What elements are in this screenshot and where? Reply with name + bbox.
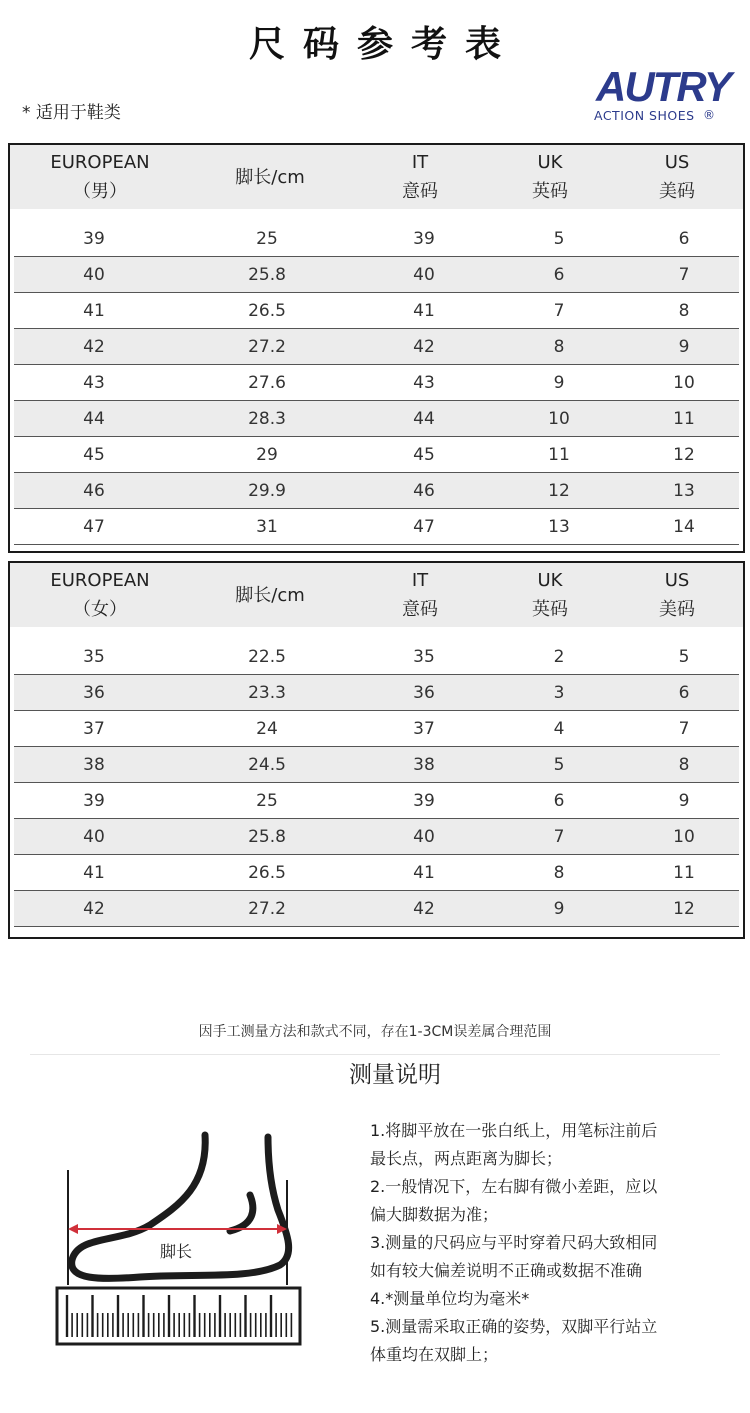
table-cell: 38: [413, 755, 435, 775]
ankle-curve: [230, 1195, 253, 1231]
instruction-line: 体重均在双脚上；: [370, 1345, 499, 1364]
table-cell: 2: [553, 647, 565, 667]
table-cell: 9: [678, 337, 690, 357]
column-header-sublabel: （男）: [73, 181, 127, 202]
table-cell: 8: [678, 301, 690, 321]
column-header-sublabel: （女）: [73, 599, 127, 620]
column-header-sublabel: 英码: [532, 181, 568, 202]
instruction-line: 3.测量的尺码应与平时穿着尺码大致相同: [370, 1233, 658, 1252]
divider: [30, 1054, 720, 1055]
table-cell: 39: [413, 229, 435, 249]
table-cell: 25: [256, 229, 278, 249]
table-cell: 7: [678, 719, 690, 739]
table-cell: 5: [678, 647, 690, 667]
table-cell: 39: [83, 229, 105, 249]
table-cell: 11: [548, 445, 570, 465]
table-cell: 43: [83, 373, 105, 393]
table-cell: 44: [413, 409, 435, 429]
foot-measure-diagram: [40, 1125, 310, 1355]
column-header-label: IT: [411, 570, 429, 591]
arrow-head-left: [68, 1224, 78, 1234]
table-cell: 22.5: [248, 647, 286, 667]
table-row: [14, 473, 739, 509]
table-row: [14, 711, 739, 747]
table-cell: 39: [413, 791, 435, 811]
table-row: [14, 855, 739, 891]
table-cell: 26.5: [248, 301, 286, 321]
table-cell: 8: [553, 863, 565, 883]
column-header-label: EUROPEAN: [50, 570, 150, 591]
table-cell: 13: [673, 481, 695, 501]
column-header-sublabel: 意码: [402, 181, 438, 202]
table-cell: 10: [673, 827, 695, 847]
table-cell: 11: [673, 409, 695, 429]
table-cell: 27.6: [248, 373, 286, 393]
page-title: 尺码参考表: [248, 24, 519, 65]
column-header-sublabel: 美码: [659, 181, 695, 202]
brand-tagline: ACTION SHOES: [594, 108, 695, 123]
table-cell: 40: [413, 827, 435, 847]
column-header-sublabel: 意码: [402, 599, 438, 620]
table-cell: 10: [673, 373, 695, 393]
table-cell: 36: [413, 683, 435, 703]
table-row: [14, 293, 739, 329]
column-header-sublabel: 英码: [532, 599, 568, 620]
table-cell: 42: [413, 337, 435, 357]
table-cell: 28.3: [248, 409, 286, 429]
table-cell: 11: [673, 863, 695, 883]
table-cell: 40: [413, 265, 435, 285]
instruction-line: 2.一般情况下，左右脚有微小差距，应以: [370, 1177, 658, 1196]
table-header: [10, 563, 743, 627]
measurement-disclaimer: 因手工测量方法和款式不同，存在1-3CM误差属合理范围: [198, 1024, 552, 1040]
table-cell: 47: [413, 517, 435, 537]
table-cell: 36: [83, 683, 105, 703]
column-header-label: UK: [537, 570, 563, 591]
table-row: [14, 819, 739, 855]
column-header-label: 脚长/cm: [235, 166, 305, 188]
table-row: [14, 401, 739, 437]
instruction-line: 5.测量需采取正确的姿势，双脚平行站立: [370, 1317, 658, 1336]
table-cell: 41: [83, 301, 105, 321]
table-cell: 39: [83, 791, 105, 811]
table-row: [14, 891, 739, 927]
table-cell: 4: [553, 719, 565, 739]
column-header: [642, 563, 712, 627]
table-cell: 23.3: [248, 683, 286, 703]
table-cell: 7: [678, 265, 690, 285]
table-cell: 6: [678, 683, 690, 703]
column-header-label: IT: [411, 152, 429, 173]
table-cell: 43: [413, 373, 435, 393]
table-cell: 41: [413, 301, 435, 321]
table-cell: 12: [673, 445, 695, 465]
table-cell: 26.5: [248, 863, 286, 883]
men-size-table: [8, 143, 745, 553]
table-cell: 7: [553, 827, 565, 847]
table-cell: 12: [548, 481, 570, 501]
table-cell: 6: [553, 265, 565, 285]
table-cell: 13: [548, 517, 570, 537]
table-cell: 10: [548, 409, 570, 429]
table-cell: 6: [678, 229, 690, 249]
instruction-line: 4.*测量单位均为毫米*: [370, 1289, 530, 1308]
table-cell: 3: [553, 683, 565, 703]
table-cell: 9: [678, 791, 690, 811]
table-row: [14, 639, 739, 675]
table-cell: 29: [256, 445, 278, 465]
column-header: [385, 563, 455, 627]
table-cell: 5: [553, 755, 565, 775]
table-cell: 6: [553, 791, 565, 811]
column-header: [215, 145, 325, 209]
women-size-table: [8, 561, 745, 939]
table-row: [14, 365, 739, 401]
brand-name: AUTRY: [596, 63, 730, 110]
column-header: [30, 145, 170, 209]
table-cell: 25: [256, 791, 278, 811]
instruction-line: 最长点，两点距离为脚长；: [370, 1149, 563, 1168]
table-row: [14, 783, 739, 819]
table-cell: 9: [553, 899, 565, 919]
table-cell: 42: [83, 899, 105, 919]
table-row: [14, 747, 739, 783]
table-row: [14, 509, 739, 545]
column-header: [515, 563, 585, 627]
table-cell: 37: [83, 719, 105, 739]
table-cell: 46: [83, 481, 105, 501]
table-cell: 9: [553, 373, 565, 393]
registered-mark: ®: [703, 108, 715, 122]
table-cell: 42: [83, 337, 105, 357]
table-cell: 41: [83, 863, 105, 883]
column-header: [515, 145, 585, 209]
table-cell: 27.2: [248, 337, 286, 357]
applicability-note: * 适用于鞋类: [22, 103, 121, 123]
column-header-sublabel: 美码: [659, 599, 695, 620]
measurement-title: 测量说明: [349, 1062, 441, 1088]
table-cell: 40: [83, 265, 105, 285]
table-cell: 29.9: [248, 481, 286, 501]
table-cell: 8: [553, 337, 565, 357]
table-cell: 8: [678, 755, 690, 775]
instruction-line: 偏大脚数据为准；: [370, 1205, 499, 1224]
column-header: [215, 563, 325, 627]
table-cell: 35: [83, 647, 105, 667]
measurement-instructions: [370, 1117, 700, 1369]
table-cell: 44: [83, 409, 105, 429]
table-cell: 41: [413, 863, 435, 883]
table-header: [10, 145, 743, 209]
table-cell: 45: [83, 445, 105, 465]
table-cell: 45: [413, 445, 435, 465]
table-cell: 35: [413, 647, 435, 667]
table-cell: 46: [413, 481, 435, 501]
table-cell: 24: [256, 719, 278, 739]
table-row: [14, 329, 739, 365]
table-cell: 47: [83, 517, 105, 537]
table-cell: 27.2: [248, 899, 286, 919]
table-cell: 5: [553, 229, 565, 249]
table-row: [14, 257, 739, 293]
table-cell: 14: [673, 517, 695, 537]
column-header-label: UK: [537, 152, 563, 173]
foot-length-label: 脚长: [160, 1242, 193, 1261]
column-header-label: EUROPEAN: [50, 152, 150, 173]
column-header: [30, 563, 170, 627]
column-header-label: US: [664, 152, 690, 173]
table-cell: 37: [413, 719, 435, 739]
column-header: [385, 145, 455, 209]
table-cell: 40: [83, 827, 105, 847]
column-header: [642, 145, 712, 209]
table-row: [14, 437, 739, 473]
column-header-label: US: [664, 570, 690, 591]
brand-logo: [590, 64, 735, 126]
instruction-line: 如有较大偏差说明不正确或数据不准确: [370, 1261, 643, 1280]
table-row: [14, 221, 739, 257]
instruction-line: 1.将脚平放在一张白纸上，用笔标注前后: [370, 1121, 658, 1140]
table-cell: 42: [413, 899, 435, 919]
table-cell: 12: [673, 899, 695, 919]
table-cell: 7: [553, 301, 565, 321]
table-row: [14, 675, 739, 711]
table-cell: 25.8: [248, 265, 286, 285]
table-cell: 25.8: [248, 827, 286, 847]
table-cell: 31: [256, 517, 278, 537]
column-header-label: 脚长/cm: [235, 584, 305, 606]
table-cell: 38: [83, 755, 105, 775]
table-cell: 24.5: [248, 755, 286, 775]
